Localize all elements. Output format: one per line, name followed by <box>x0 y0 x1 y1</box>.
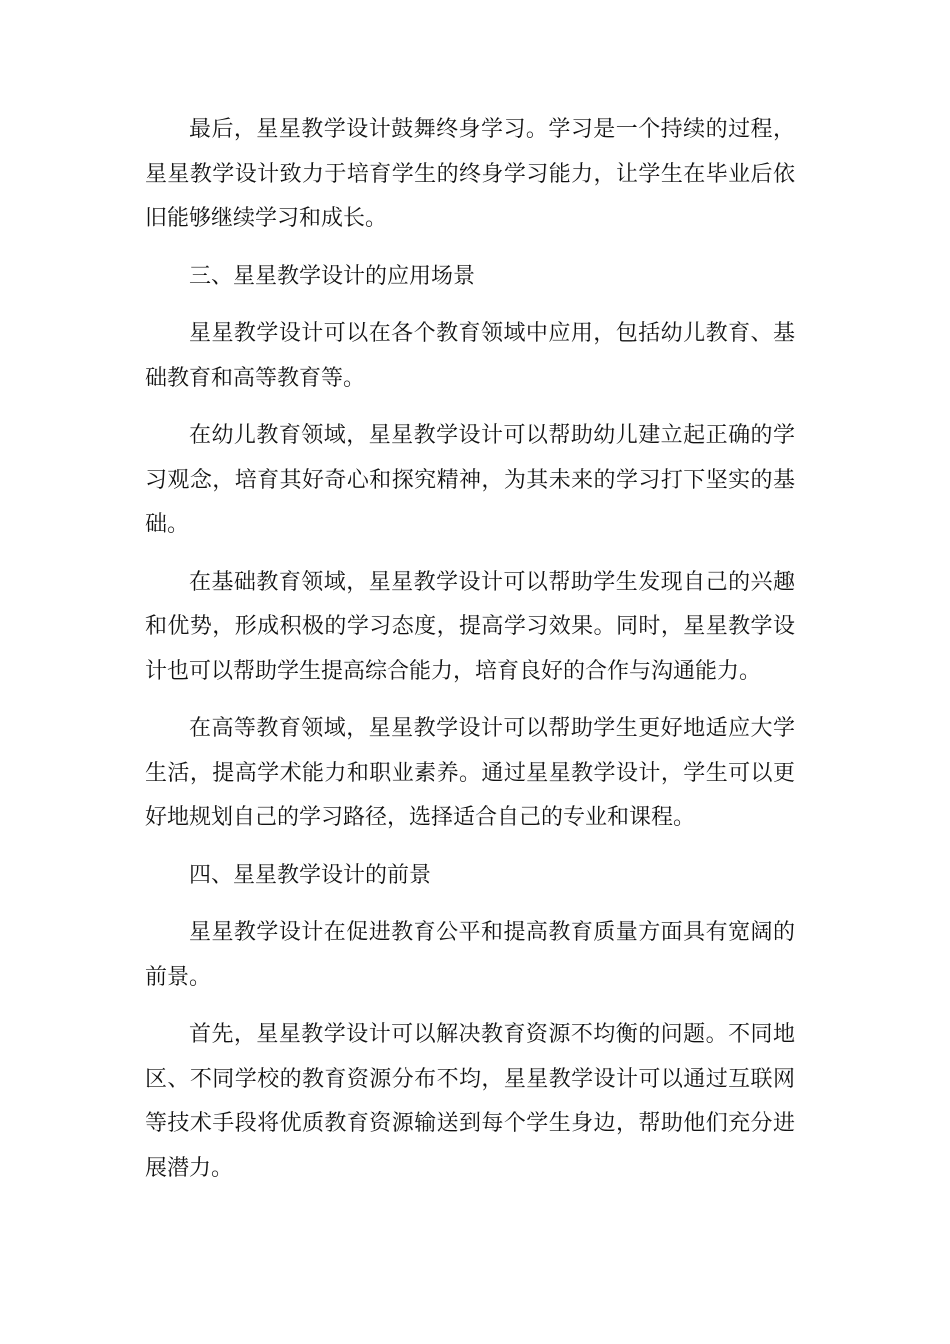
paragraph-education-fields: 星星教学设计可以在各个教育领域中应用，包括幼儿教育、基础教育和高等教育等。 <box>145 321 795 391</box>
paragraph-lifelong-learning: 最后，星星教学设计鼓舞终身学习。学习是一个持续的过程，星星教学设计致力于培育学生的终身学习能力，让学生在毕业后依旧能够继续学习和成长。 <box>145 117 795 231</box>
section-heading-application-scenarios: 三、星星教学设计的应用场景 <box>189 263 476 289</box>
document-body <box>145 108 795 1204</box>
paragraph-prospects-summary: 星星教学设计在促进教育公平和提高教育质量方面具有宽阔的前景。 <box>145 920 795 990</box>
paragraph-resource-balance: 首先，星星教学设计可以解决教育资源不均衡的问题。不同地区、不同学校的教育资源分布不均，星星教学设计可以通过互联网等技术手段将优质教育资源输送到每个学生身边，帮助他们充分进展潜力。 <box>145 1022 795 1181</box>
paragraph-higher-education: 在高等教育领域，星星教学设计可以帮助学生更好地适应大学生活，提高学术能力和职业素养。通过星星教学设计，学生可以更好地规划自己的学习路径，选择适合自己的专业和课程。 <box>145 716 795 830</box>
section-heading-prospects: 四、星星教学设计的前景 <box>189 862 432 888</box>
paragraph-basic-education: 在基础教育领域，星星教学设计可以帮助学生发现自己的兴趣和优势，形成积极的学习态度，提高学习效果。同时，星星教学设计也可以帮助学生提高综合能力，培育良好的合作与沟通能力。 <box>145 569 795 684</box>
paragraph-early-childhood: 在幼儿教育领域，星星教学设计可以帮助幼儿建立起正确的学习观念，培育其好奇心和探究精神，为其未来的学习打下坚实的基础。 <box>145 423 795 537</box>
